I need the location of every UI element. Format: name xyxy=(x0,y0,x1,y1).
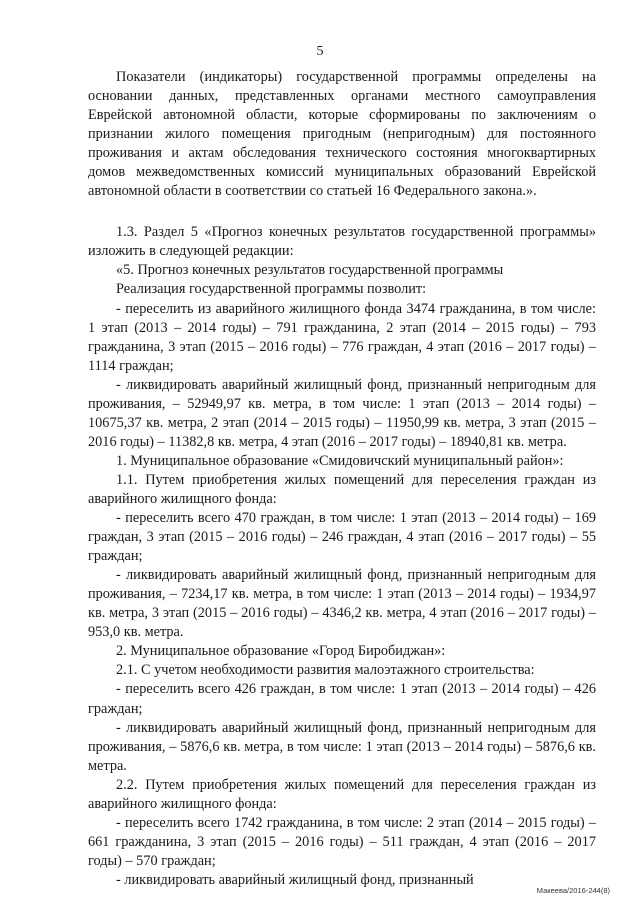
paragraph-intro: Реализация государственной программы позволит: xyxy=(116,281,427,298)
list-item: - переселить из аварийного жилищного фонда 3474 гражданина, в том числе: 1 этап (2013 – 2014 годы) – 791 гражданина, 2 этап (2014 – 2015 годы) – 793 гражданина, 3 этап (2015 – 2016 годы) – 776 граждан, 4 этап (2016 – 2017 годы) – 1114 граждан; xyxy=(88,300,596,374)
section-heading: «5. Прогноз конечных результатов государственной программы xyxy=(116,262,504,279)
municipality-heading: 1. Муниципальное образование «Смидовичский муниципальный район»: xyxy=(116,452,564,469)
list-item: - ликвидировать аварийный жилищный фонд, признанный xyxy=(116,871,474,888)
footer-code: Макеева/2016-244(8) xyxy=(536,886,610,895)
document-body xyxy=(88,68,596,890)
subsection-heading: 1.1. Путем приобретения жилых помещений для переселения граждан из аварийного жилищного фонда: xyxy=(88,471,596,507)
paragraph-indicators: Показатели (индикаторы) государственной программы определены на основании данных, представленных органами местного самоуправления Еврейской автономной области, которые сформированы по заключениям о признании жилого помещения пригодным (непригодным) для постоянного проживания и актам обследования технического состояния многоквартирных домов межведомственных комиссий муниципальных образований Еврейской автономной области в соответствии со статьей 16 Федерального закона.». xyxy=(88,69,596,200)
list-item: - ликвидировать аварийный жилищный фонд, признанный непригодным для проживания, – 7234,17 кв. метра, в том числе: 1 этап (2013 – 2014 годы) – 1934,97 кв. метра, 3 этап (2015 – 2016 годы) – 4346,2 кв. метра, 4 этап (2016 – 2017 годы) – 953,0 кв. метра. xyxy=(88,567,596,641)
page-number: 5 xyxy=(316,44,324,59)
paragraph-section-change: 1.3. Раздел 5 «Прогноз конечных результатов государственной программы» изложить в следующей редакции: xyxy=(88,224,596,260)
list-item: - переселить всего 470 граждан, в том числе: 1 этап (2013 – 2014 годы) – 169 граждан, 3 этап (2015 – 2016 годы) – 246 граждан, 4 этап (2016 – 2017 годы) – 55 граждан; xyxy=(88,510,596,565)
subsection-heading: 2.1. С учетом необходимости развития малоэтажного строительства: xyxy=(116,662,535,679)
list-item: - переселить всего 1742 гражданина, в том числе: 2 этап (2014 – 2015 годы) – 661 гражданина, 3 этап (2015 – 2016 годы) – 511 граждан, 4 этап (2016 – 2017 годы) – 570 граждан; xyxy=(88,814,596,869)
list-item: - переселить всего 426 граждан, в том числе: 1 этап (2013 – 2014 годы) – 426 граждан; xyxy=(88,681,596,717)
municipality-heading: 2. Муниципальное образование «Город Биробиджан»: xyxy=(116,643,446,660)
list-item: - ликвидировать аварийный жилищный фонд, признанный непригодным для проживания, – 52949,97 кв. метра, в том числе: 1 этап (2013 – 2014 годы) – 10675,37 кв. метра, 2 этап (2014 – 2015 годы) – 11950,99 кв. метра, 3 этап (2015 – 2016 годы) – 11382,8 кв. метра, 4 этап (2016 – 2017 годы) – 18940,81 кв. метра. xyxy=(88,376,596,450)
subsection-heading: 2.2. Путем приобретения жилых помещений для переселения граждан из аварийного жилищного фонда: xyxy=(88,776,596,812)
list-item: - ликвидировать аварийный жилищный фонд, признанный непригодным для проживания, – 5876,6 кв. метра, в том числе: 1 этап (2013 – 2014 годы) – 5876,6 кв. метра. xyxy=(88,719,596,774)
